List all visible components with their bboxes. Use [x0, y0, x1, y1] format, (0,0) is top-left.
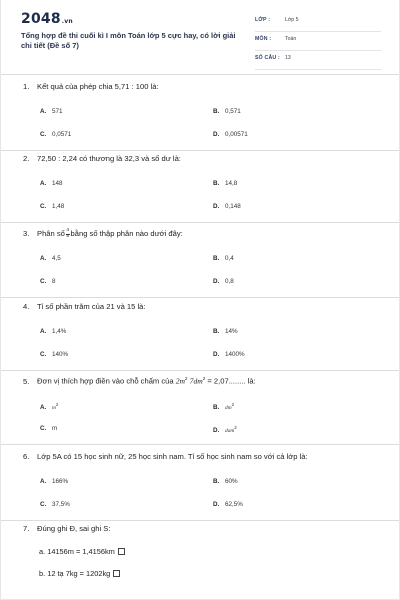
- option-text: 1400%: [225, 351, 245, 358]
- statement-text: a. 14156m = 1,4156km: [39, 547, 115, 556]
- option-c[interactable]: [40, 203, 64, 210]
- option-text: 166%: [52, 478, 69, 485]
- option-d[interactable]: [213, 203, 241, 210]
- document-header: [1, 0, 399, 75]
- option-b[interactable]: [213, 255, 234, 262]
- option-c[interactable]: [40, 278, 56, 285]
- option-text: 60%: [225, 478, 238, 485]
- meta-subject-row: [255, 33, 381, 51]
- question-prompt-end: là:: [247, 376, 256, 386]
- document-meta: [255, 14, 381, 71]
- question-number: 4.: [23, 302, 30, 311]
- option-b[interactable]: [213, 108, 241, 115]
- option-text: 571: [52, 108, 63, 115]
- question-number: 7.: [23, 524, 30, 533]
- question-text: [23, 524, 110, 533]
- option-text: m: [52, 405, 56, 412]
- meta-subject-label: MÔN :: [255, 36, 272, 42]
- blank-expression: = 2,07........: [207, 376, 246, 386]
- option-text: dam: [225, 428, 235, 435]
- option-letter: B.: [213, 404, 220, 412]
- option-b[interactable]: B. $dm^2$: [213, 402, 235, 412]
- option-b[interactable]: [213, 180, 237, 187]
- question-number: 6.: [23, 452, 30, 461]
- option-text: 62,5%: [225, 501, 243, 508]
- answer-checkbox[interactable]: [113, 570, 120, 577]
- option-d[interactable]: [213, 501, 243, 508]
- meta-count-value: 13: [285, 55, 291, 61]
- option-letter: A.: [40, 328, 47, 335]
- divider: [1, 222, 400, 223]
- question-prompt-end: bằng số thập phân nào dưới đây:: [70, 229, 183, 239]
- option-letter: A.: [40, 108, 47, 115]
- option-d[interactable]: [213, 278, 234, 285]
- option-text: 0,571: [225, 108, 241, 115]
- logo-suffix: .vn: [61, 18, 73, 25]
- option-c[interactable]: [40, 425, 57, 432]
- statement-text: b. 12 tạ 7kg = 1202kg: [39, 569, 111, 578]
- question-prompt: 72,50 : 2,24 có thương là 32,3 và số dư là:: [37, 154, 181, 163]
- question-prompt-start: Đơn vị thích hợp điền vào chỗ chấm của: [37, 376, 174, 386]
- question-number: 2.: [23, 154, 30, 163]
- question-number: 3.: [23, 229, 30, 239]
- option-text: 4,5: [52, 255, 61, 262]
- question-prompt-start: Phân số: [37, 229, 65, 239]
- option-letter: A.: [40, 255, 47, 262]
- true-false-item-b: [39, 569, 120, 578]
- option-a[interactable]: [40, 328, 66, 335]
- divider: [1, 370, 400, 371]
- option-text: 14%: [225, 328, 238, 335]
- true-false-item-a: [39, 547, 125, 556]
- fraction: [66, 229, 70, 239]
- option-letter: C.: [40, 278, 47, 285]
- option-text: m: [52, 425, 58, 432]
- meta-count-label: SỐ CÂU :: [255, 55, 280, 61]
- option-letter: C.: [40, 131, 47, 138]
- meta-count-row: [255, 52, 381, 70]
- option-letter: B.: [213, 255, 220, 262]
- option-a[interactable]: [40, 108, 63, 115]
- question-text: [23, 452, 308, 461]
- option-text: 1,4%: [52, 328, 67, 335]
- option-c[interactable]: [40, 131, 71, 138]
- option-text: 0,00571: [225, 131, 248, 138]
- question-prompt: Kết quả của phép chia 5,71 : 100 là:: [37, 82, 159, 91]
- question-text: 5. Đơn vị thích hợp điền vào chỗ chấm của $2m^2$ $7dm^2 = 2,07$........ là:: [23, 376, 256, 386]
- option-letter: A.: [40, 404, 47, 412]
- fraction-numerator: 4: [66, 228, 70, 233]
- option-letter: D.: [213, 203, 220, 210]
- question-text: [23, 302, 145, 311]
- option-text: 140%: [52, 351, 69, 358]
- option-d[interactable]: D. dam$^2$: [213, 425, 237, 435]
- option-letter: B.: [213, 478, 220, 485]
- option-text: 0,4: [225, 255, 234, 262]
- divider: [1, 444, 400, 445]
- option-b[interactable]: [213, 478, 238, 485]
- question-prompt: Đúng ghi Đ, sai ghi S:: [37, 524, 111, 533]
- math-expression-2m: 2m: [175, 376, 186, 386]
- meta-class-row: [255, 14, 381, 32]
- answer-checkbox[interactable]: [118, 548, 125, 555]
- question-number: 1.: [23, 82, 30, 91]
- option-a[interactable]: A. $m^2$: [40, 402, 59, 412]
- option-c[interactable]: [40, 351, 68, 358]
- option-letter: D.: [213, 427, 220, 435]
- site-logo[interactable]: [21, 11, 73, 27]
- question-text: [23, 82, 159, 91]
- option-text: dm: [225, 405, 232, 412]
- option-text: 14,8: [225, 180, 238, 187]
- option-c[interactable]: [40, 501, 70, 508]
- option-a[interactable]: [40, 255, 61, 262]
- option-text: 0,0571: [52, 131, 72, 138]
- option-d[interactable]: [213, 351, 245, 358]
- option-text: 37,5%: [52, 501, 70, 508]
- meta-class-value: Lớp 5: [285, 17, 299, 23]
- question-text: [23, 154, 181, 163]
- logo-text: 2048: [21, 11, 61, 27]
- math-expression-7dm: 7dm: [189, 376, 203, 386]
- meta-class-label: LỚP :: [255, 17, 271, 23]
- option-letter: A.: [40, 180, 47, 187]
- document-title: Tổng hợp đề thi cuối kì I môn Toán lớp 5 cực hay, có lời giải chi tiết (Đề số 7): [21, 31, 236, 50]
- question-prompt: Tỉ số phần trăm của 21 và 15 là:: [37, 302, 146, 311]
- option-letter: D.: [213, 351, 220, 358]
- option-b[interactable]: [213, 328, 238, 335]
- option-letter: C.: [40, 351, 47, 358]
- option-letter: B.: [213, 180, 220, 187]
- option-letter: A.: [40, 478, 47, 485]
- option-d[interactable]: [213, 131, 248, 138]
- option-a[interactable]: [40, 180, 63, 187]
- option-letter: D.: [213, 501, 220, 508]
- option-letter: D.: [213, 131, 220, 138]
- question-text: [23, 229, 183, 239]
- option-letter: C.: [40, 501, 47, 508]
- option-letter: B.: [213, 108, 220, 115]
- option-letter: D.: [213, 278, 220, 285]
- divider: [1, 520, 400, 521]
- option-letter: C.: [40, 425, 47, 432]
- option-text: 8: [52, 278, 56, 285]
- option-letter: C.: [40, 203, 47, 210]
- option-text: 0,148: [225, 203, 241, 210]
- divider: [1, 150, 400, 151]
- option-letter: B.: [213, 328, 220, 335]
- divider: [1, 297, 400, 298]
- option-text: 1,48: [52, 203, 65, 210]
- option-a[interactable]: [40, 478, 68, 485]
- fraction-denominator: 5: [66, 233, 70, 239]
- question-prompt: Lớp 5A có 15 học sinh nữ, 25 học sinh nam. Tỉ số học sinh nam so với cả lớp là:: [37, 452, 308, 461]
- option-text: 148: [52, 180, 63, 187]
- question-number: 5.: [23, 376, 30, 386]
- meta-subject-value: Toán: [285, 36, 297, 42]
- option-text: 0,8: [225, 278, 234, 285]
